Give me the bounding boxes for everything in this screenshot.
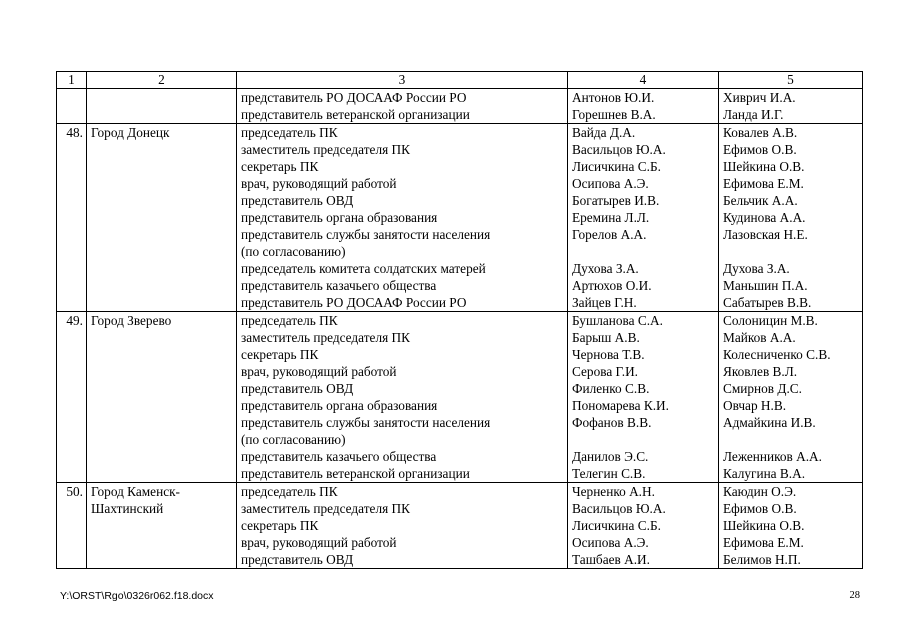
reserve-name: Лазовская Н.Е. [723,227,808,242]
place-name: Город Каменск- [91,484,180,499]
place-name: Город Донецк [91,125,170,140]
reserve-name: Сабатырев В.В. [723,295,812,310]
role-line: заместитель председателя ПК [241,142,410,157]
member-name: Васильцов Ю.А. [572,142,666,157]
role-line: представитель РО ДОСААФ России РО [241,295,467,310]
member-name: Еремина Л.Л. [572,210,650,225]
member-name: Барыш А.В. [572,330,640,345]
header-cell-3: 3 [237,72,568,89]
role-line: секретарь ПК [241,518,319,533]
reserve-name: Ефимова Е.М. [723,176,804,191]
reserve-name: Хиврич И.А. [723,90,796,105]
member-name: Филенко С.В. [572,381,650,396]
member-name [572,243,718,260]
role-line: заместитель председателя ПК [241,501,410,516]
role-line: представитель РО ДОСААФ России РО [241,90,467,105]
reserve-name: Маньшин П.А. [723,278,808,293]
table-row [57,312,863,483]
table-row [57,483,863,569]
role-line: представитель казачьего общества [241,449,437,464]
member-name: Зайцев Г.Н. [572,295,637,310]
role-line: представитель ветеранской организации [241,466,470,481]
header-cell-5: 5 [719,72,863,89]
role-line: представитель ОВД [241,381,354,396]
reserve-name: Смирнов Д.С. [723,381,803,396]
reserve-name: Каюдин О.Э. [723,484,797,499]
header-cell-2: 2 [87,72,237,89]
reserve-name [723,431,862,448]
reserve-name: Ефимов О.В. [723,501,797,516]
member-name: Чернова Т.В. [572,347,645,362]
member-name: Пономарева К.И. [572,398,669,413]
role-line: заместитель председателя ПК [241,330,410,345]
member-name: Бушланова С.А. [572,313,663,328]
reserve-name: Леженников А.А. [723,449,822,464]
member-name: Осипова А.Э. [572,176,649,191]
members-cell [568,124,719,312]
member-name: Артюхов О.И. [572,278,652,293]
member-name: Антонов Ю.И. [572,90,655,105]
place-name: Шахтинский [91,501,164,516]
reserve-name: Шейкина О.В. [723,159,805,174]
member-name: Лисичкина С.Б. [572,159,661,174]
members-cell [568,483,719,569]
reserve-name: Белимов Н.П. [723,552,801,567]
roles-cell [237,483,568,569]
role-line: представитель службы занятости населения [241,227,491,242]
member-name: Вайда Д.А. [572,125,636,140]
reserve-name: Духова З.А. [723,261,790,276]
row-number: 49. [57,312,87,483]
role-line: секретарь ПК [241,347,319,362]
reserve-name: Адмайкина И.В. [723,415,816,430]
member-name: Серова Г.И. [572,364,638,379]
row-number [57,89,87,124]
role-line: (по согласованию) [241,432,346,447]
member-name: Телегин С.В. [572,466,646,481]
role-line: представитель службы занятости населения [241,415,491,430]
row-number: 50. [57,483,87,569]
role-line: врач, руководящий работой [241,176,397,191]
reserve-name: Ланда И.Г. [723,107,784,122]
reserve-name: Кудинова А.А. [723,210,806,225]
reserves-cell [719,89,863,124]
header-cell-4: 4 [568,72,719,89]
member-name: Осипова А.Э. [572,535,649,550]
roles-cell [237,89,568,124]
role-line: председатель ПК [241,313,338,328]
reserve-name: Ефимов О.В. [723,142,797,157]
role-line: представитель ОВД [241,552,354,567]
member-name: Васильцов Ю.А. [572,501,666,516]
table-row [57,124,863,312]
member-name: Ташбаев А.И. [572,552,650,567]
place-cell [87,312,237,483]
roles-cell [237,124,568,312]
place-cell [87,124,237,312]
role-line: представитель ОВД [241,193,354,208]
role-line: (по согласованию) [241,244,346,259]
roles-cell [237,312,568,483]
role-line: врач, руководящий работой [241,364,397,379]
role-line: представитель казачьего общества [241,278,437,293]
member-name: Данилов Э.С. [572,449,649,464]
member-name: Богатырев И.В. [572,193,660,208]
members-cell [568,312,719,483]
row-number: 48. [57,124,87,312]
place-cell [87,483,237,569]
file-path: Y:\ORST\Rgo\0326r062.f18.docx [60,590,214,602]
reserve-name: Солоницин М.В. [723,313,818,328]
role-line: врач, руководящий работой [241,535,397,550]
role-line: представитель органа образования [241,398,438,413]
role-line: председатель ПК [241,125,338,140]
role-line: представитель ветеранской организации [241,107,470,122]
role-line: представитель органа образования [241,210,438,225]
role-line: председатель комитета солдатских матерей [241,261,486,276]
role-line: секретарь ПК [241,159,319,174]
reserve-name: Бельчик А.А. [723,193,798,208]
members-cell [568,89,719,124]
commission-table [56,71,863,569]
reserves-cell [719,124,863,312]
header-row [57,72,863,89]
reserve-name: Ковалев А.В. [723,125,798,140]
reserve-name: Калугина В.А. [723,466,806,481]
reserve-name: Яковлев В.Л. [723,364,798,379]
member-name: Горешнев В.А. [572,107,656,122]
member-name: Фофанов В.В. [572,415,652,430]
reserve-name: Майков А.А. [723,330,796,345]
reserves-cell [719,312,863,483]
header-cell-1: 1 [57,72,87,89]
page-number: 28 [849,590,860,601]
reserve-name: Шейкина О.В. [723,518,805,533]
place-name: Город Зверево [91,313,172,328]
member-name: Черненко А.Н. [572,484,655,499]
member-name: Горелов А.А. [572,227,647,242]
reserve-name: Ефимова Е.М. [723,535,804,550]
table-row [57,89,863,124]
member-name: Духова З.А. [572,261,639,276]
reserves-cell [719,483,863,569]
place-cell [87,89,237,124]
member-name: Лисичкина С.Б. [572,518,661,533]
member-name [572,431,718,448]
reserve-name: Овчар Н.В. [723,398,787,413]
reserve-name [723,243,862,260]
reserve-name: Колесниченко С.В. [723,347,831,362]
role-line: председатель ПК [241,484,338,499]
